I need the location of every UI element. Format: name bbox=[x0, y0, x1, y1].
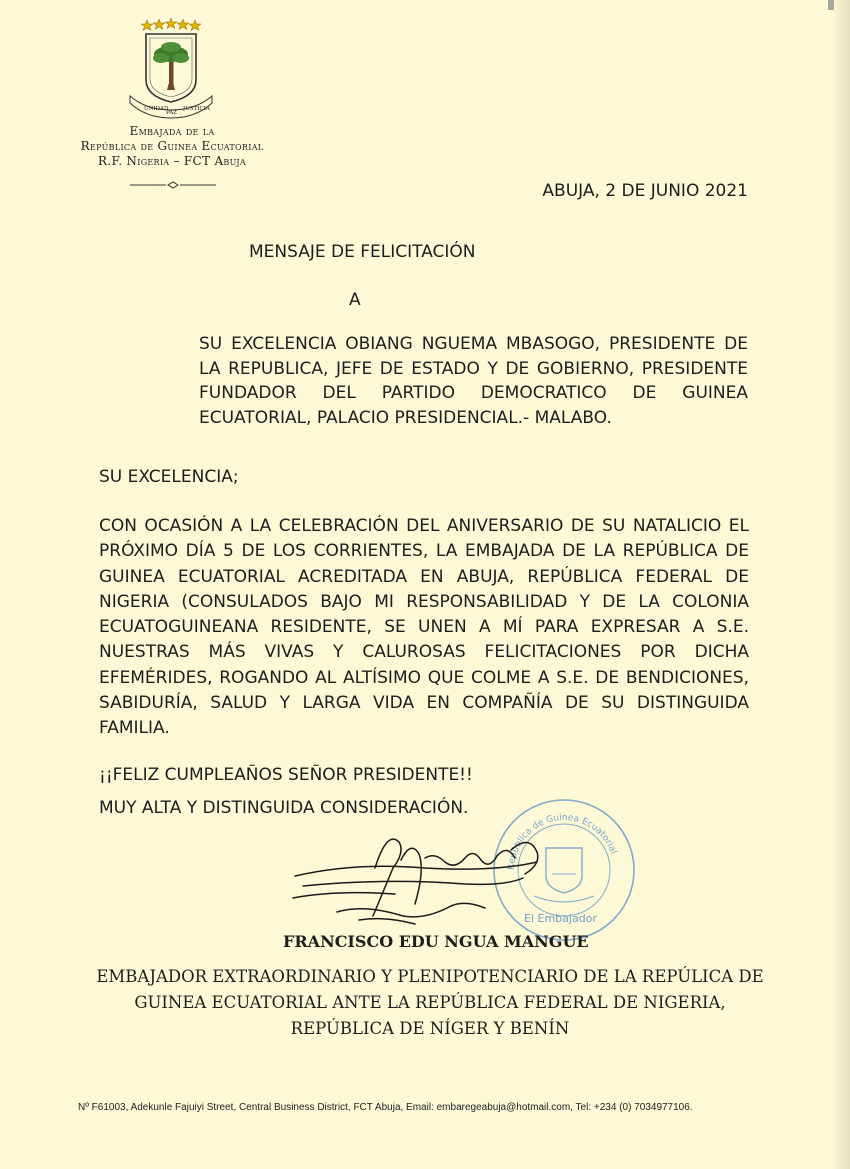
coat-of-arms-icon bbox=[126, 18, 216, 120]
letter-title-to: A bbox=[349, 290, 361, 310]
stamp-inner-text: El Embajador bbox=[524, 912, 597, 925]
letterhead-divider bbox=[130, 180, 216, 190]
signature-icon bbox=[275, 820, 565, 930]
signer-title bbox=[60, 964, 800, 1042]
signer-title-line-1: EMBAJADOR EXTRAORDINARIO Y PLENIPOTENCIARIO DE LA REPÚLICA DE bbox=[96, 967, 764, 986]
crest-motto-1: UNIDAD bbox=[144, 106, 169, 112]
stamp-ring-text: República de Guinea Ecuatorial bbox=[506, 812, 619, 871]
closing-regards: MUY ALTA Y DISTINGUIDA CONSIDERACIÓN. bbox=[99, 798, 469, 818]
letter-title: MENSAJE DE FELICITACIÓN bbox=[249, 242, 476, 262]
footer-contact: Nº F61003, Adekunle Fajuiyi Street, Central Business District, FCT Abuja, Email: embaregeabuja@hotmail.com, Tel: +234 (0) 7034977106. bbox=[78, 1102, 693, 1113]
embassy-letterhead bbox=[56, 124, 288, 169]
signer-title-line-2: GUINEA ECUATORIAL ANTE LA REPÚBLICA FEDERAL DE NIGERIA, bbox=[134, 993, 726, 1012]
crest-motto-2: PAZ bbox=[166, 110, 177, 116]
crest-motto-3: JUSTICIA bbox=[183, 106, 210, 112]
signer-title-line-3: REPÚBLICA DE NÍGER Y BENÍN bbox=[290, 1019, 570, 1038]
page-edge-shadow bbox=[832, 0, 850, 1169]
addressee-block: SU EXCELENCIA OBIANG NGUEMA MBASOGO, PRESIDENTE DE LA REPUBLICA, JEFE DE ESTADO Y DE GOBIERNO, PRESIDENTE FUNDADOR DEL PARTIDO DEMOCRATICO DE GUINEA ECUATORIAL, PALACIO PRESIDENCIAL.- MALABO. bbox=[199, 334, 748, 428]
salutation: SU EXCELENCIA; bbox=[99, 467, 239, 487]
birthday-exclamation: ¡¡FELIZ CUMPLEAÑOS SEÑOR PRESIDENTE!! bbox=[99, 765, 473, 785]
letterhead-line-3: R.F. Nigeria – FCT Abuja bbox=[98, 154, 246, 168]
letter-body: CON OCASIÓN A LA CELEBRACIÓN DEL ANIVERSARIO DE SU NATALICIO EL PRÓXIMO DÍA 5 DE LOS CORRIENTES, LA EMBAJADA DE LA REPÚBLICA DE GUINEA ECUATORIAL ACREDITADA EN ABUJA, REPÚBLICA FEDERAL DE NIGERIA (CONSULADOS BAJO MI RESPONSABILIDAD Y DE LA COLONIA ECUATOGUINEANA RESIDENTE, SE UNEN A MÍ PARA EXPRESAR A S.E. NUESTRAS MÁS VIVAS Y CALUROSAS FELICITACIONES POR DICHA EFEMÉRIDES, ROGANDO AL ALTÍSIMO QUE COLME A S.E. DE BENDICIONES, SABIDURÍA, SALUD Y LARGA VIDA EN COMPAÑÍA DE SU DISTINGUIDA FAMILIA. bbox=[99, 516, 749, 739]
signer-name: FRANCISCO EDU NGUA MANGUE bbox=[283, 932, 589, 951]
letter-date: ABUJA, 2 DE JUNIO 2021 bbox=[542, 181, 748, 201]
letterhead-line-2: República de Guinea Ecuatorial bbox=[80, 139, 264, 153]
scan-corner-mark bbox=[828, 0, 834, 10]
letterhead-line-1: Embajada de la bbox=[129, 124, 215, 138]
